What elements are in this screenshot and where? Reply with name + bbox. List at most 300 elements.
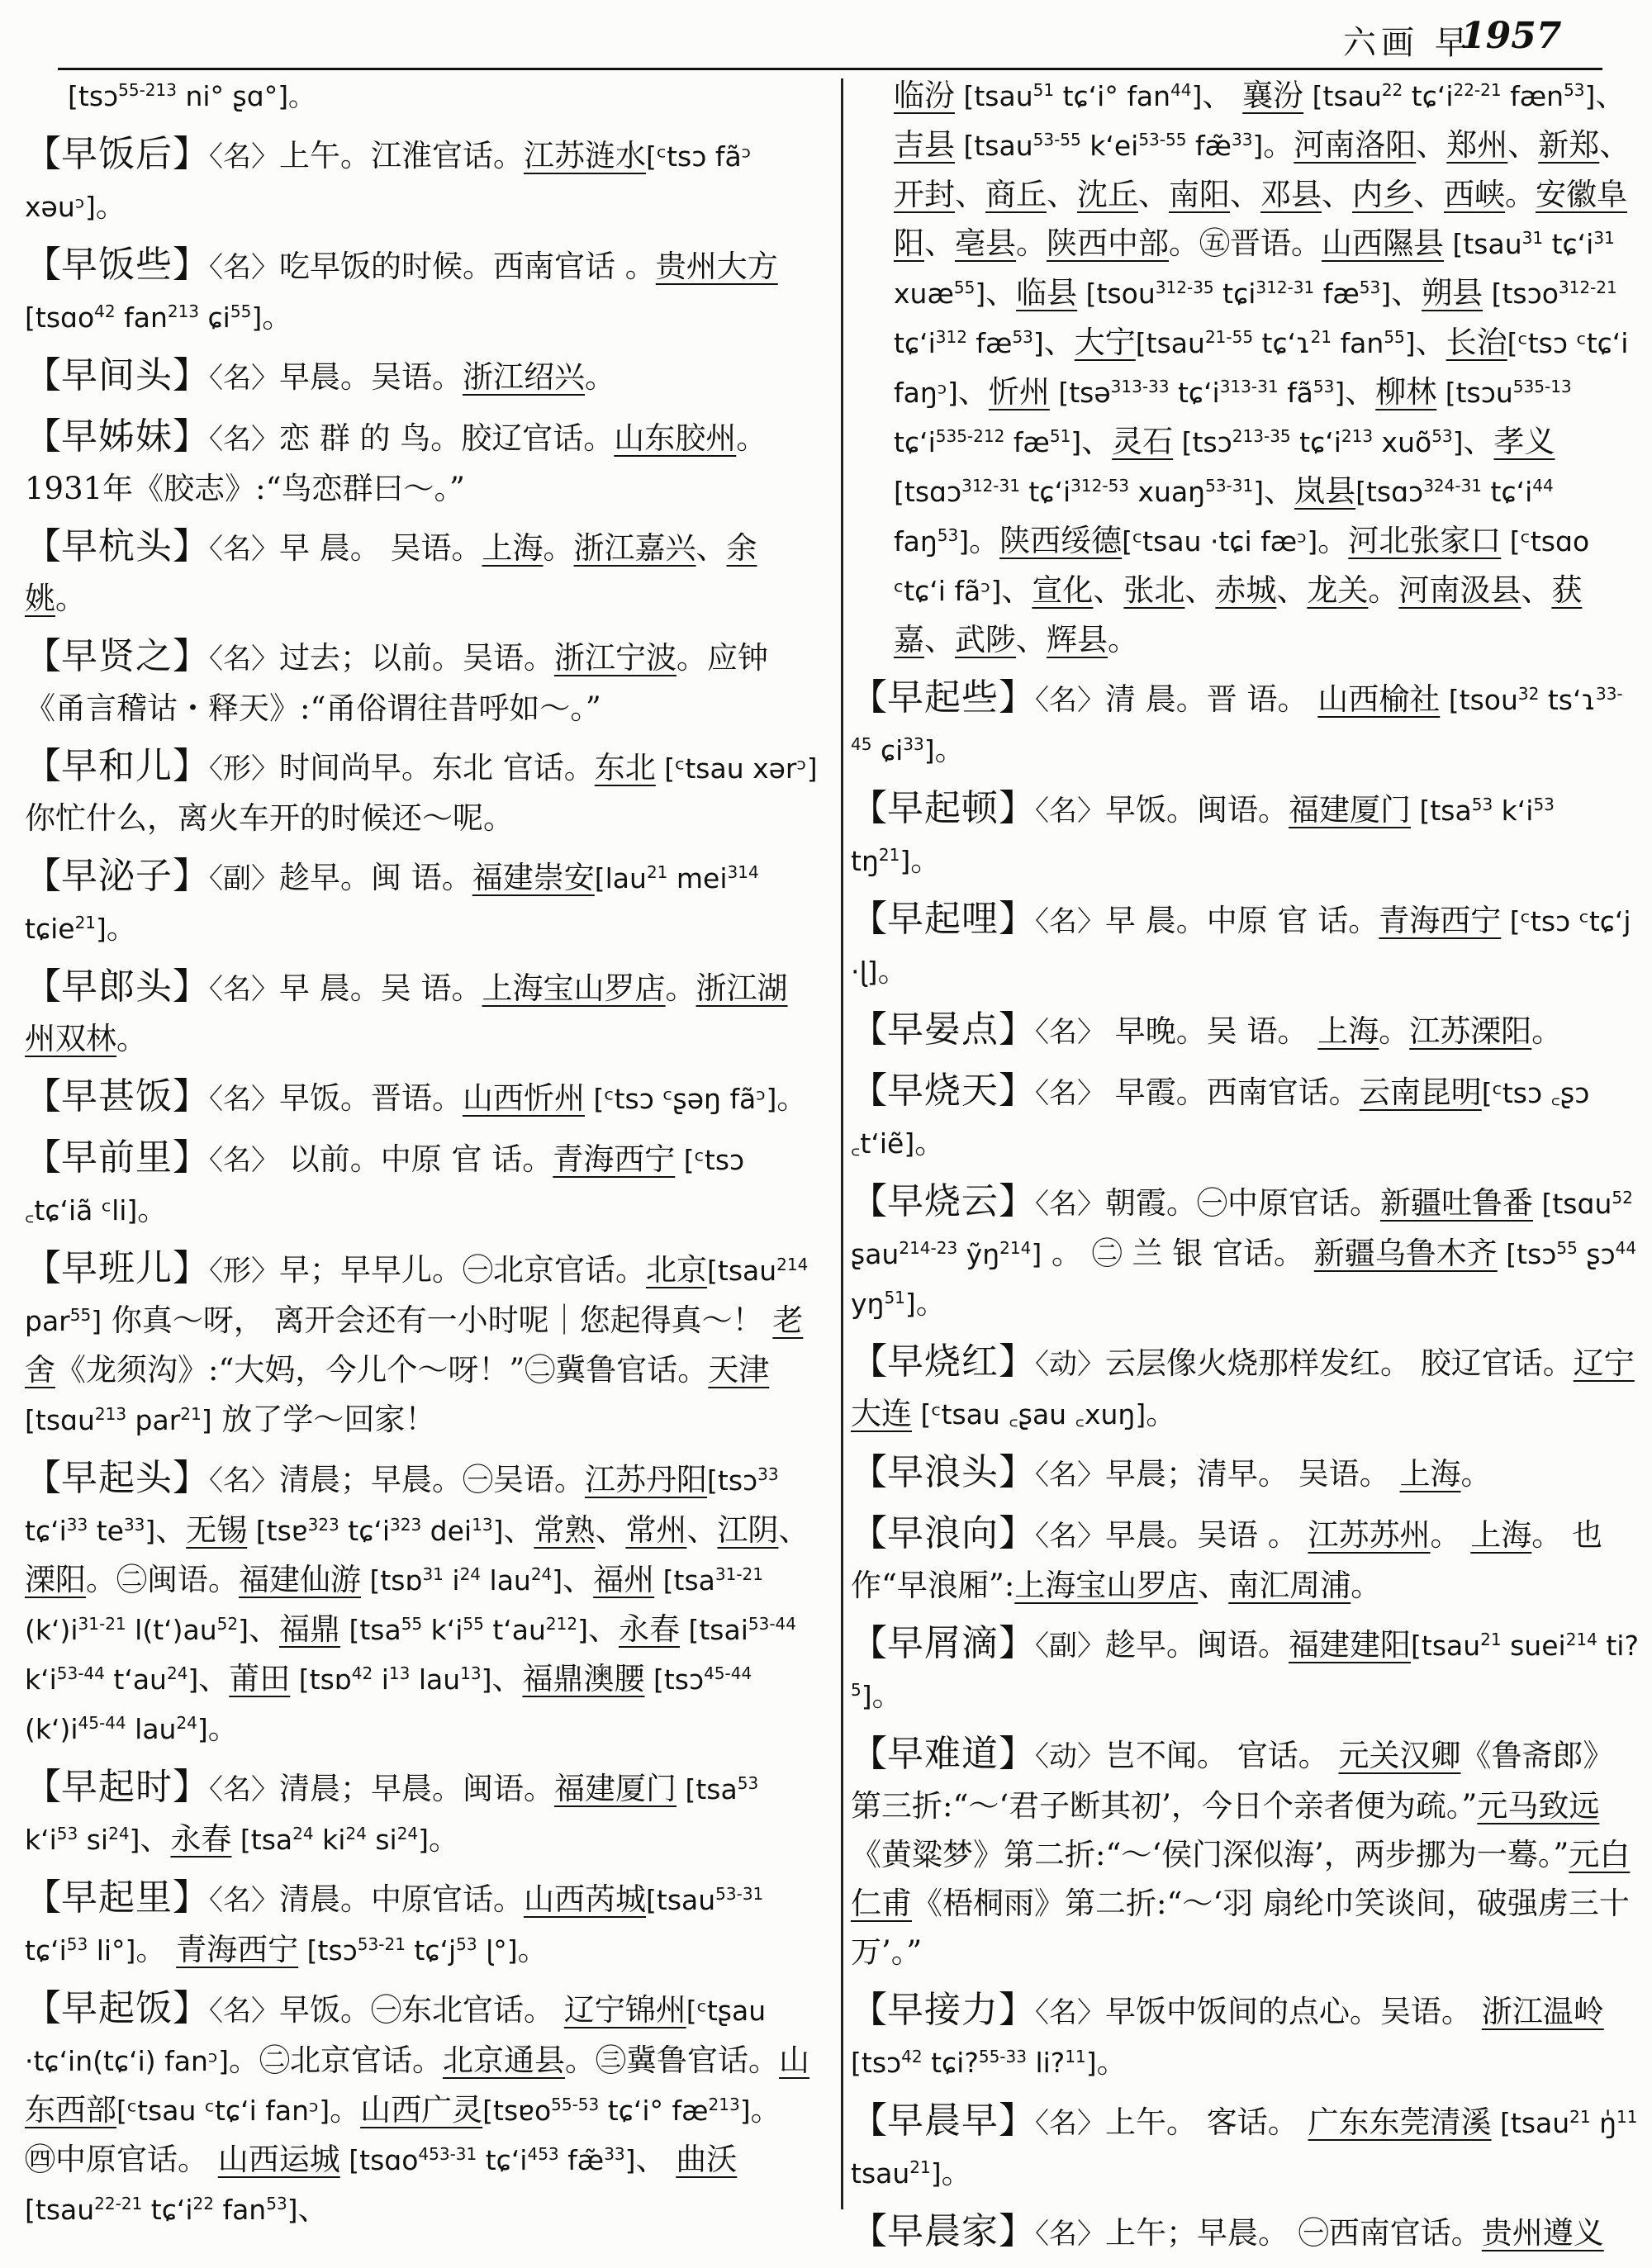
entry-headword: 【早起哩】 [851, 898, 1035, 940]
dictionary-entry [851, 1509, 1640, 1610]
place-name: 天津 [708, 1352, 770, 1388]
entry-headword: 【早接力】 [851, 1989, 1035, 2031]
definition-text: 、 [1415, 325, 1446, 360]
phonetic-transcription: [tsɑo$^{42}$ fan$^{213}$ ɕi$^{55}$] [25, 301, 263, 334]
definition-text: 。 [1460, 1456, 1492, 1492]
headword-text: 早起饭 [61, 1987, 173, 2029]
definition-text: 〈动〉岂不闻。 官话。 [1035, 1738, 1339, 1773]
dictionary-entry [851, 1619, 1640, 1720]
phonetic-transcription: [tsau$^{21}$ ŋ̍$^{11}$ tsau$^{21}$] [851, 2107, 1638, 2190]
place-name: 张北 [1123, 572, 1185, 608]
headword-text: 早起顿 [887, 787, 999, 829]
definition-text: 〈名〉早饭。㊀东北官话。 [209, 1992, 564, 2028]
part-of-speech: 〈名〉 [1035, 2107, 1105, 2140]
phonetic-transcription: [ᶜtʂau ·tɕʻin(tɕʻi) fanᵓ] [25, 1995, 767, 2077]
entry-headword: 【早浪头】 [851, 1451, 1035, 1493]
phonetic-transcription: [tsau$^{21-55}$ tɕʻɿ$^{21}$ fan$^{55}$] [1135, 327, 1416, 359]
definition-text: 。 [543, 530, 574, 566]
definition-text: 〈名〉过去；以前。吴语。 [209, 640, 554, 676]
phonetic-transcription: [tsɔu$^{535-13}$ tɕʻi$^{535-212}$ $fæ^{51}$] [894, 377, 1572, 458]
entry-headword: 【早屑滴】 [851, 1622, 1035, 1664]
definition-text: 。㊁北京官话。 [228, 2043, 443, 2078]
phonetic-transcription: [tsau$^{22-21}$ tɕʻi$^{22}$ fan$^{53}$] [25, 2194, 298, 2226]
definition-text: 、 [198, 1661, 230, 1696]
place-name: 临县 [1016, 275, 1078, 311]
dictionary-entry [851, 1005, 1640, 1057]
part-of-speech: 〈名〉 [209, 1773, 279, 1806]
definition-text: 。 [1430, 1517, 1471, 1553]
place-name: 襄汾 [1242, 78, 1304, 113]
place-name: 赤城 [1215, 572, 1277, 608]
definition-text: 〈名〉早 晨。 吴语。 [209, 530, 482, 566]
phonetic-transcription: [ᶜtsɑo ᶜtɕʻi fãᵓ] [894, 525, 1590, 607]
place-name: 江阴 [717, 1512, 779, 1548]
entry-headword: 【早间头】 [25, 354, 209, 396]
phonetic-transcription: [lau$^{21}$ mei$^{314}$ tɕie$^{21}$] [25, 862, 759, 945]
entry-headword: 【早杭头】 [25, 525, 209, 567]
headword-text: 早烧云 [887, 1180, 999, 1222]
dictionary-entry [851, 1986, 1640, 2087]
phonetic-transcription: [ᶜtsau xərᵓ] [655, 752, 818, 785]
definition-text: 。 [1016, 225, 1047, 261]
definition-text: 、 [1413, 177, 1444, 212]
place-name: 浙江嘉兴 [573, 530, 696, 566]
definition-text: 〈名〉清晨。中原官话。 [209, 1881, 524, 1917]
headword-text: 早甚饭 [61, 1075, 173, 1117]
place-name: 上海宝山罗店 [1014, 1568, 1199, 1603]
phonetic-transcription: [tsɔ$^{55}$ ʂɔ$^{44}$ $yŋ^{51}$] [851, 1238, 1637, 1320]
place-name: 上海宝山罗店 [482, 970, 666, 1006]
place-name: 陕西中部 [1047, 225, 1169, 261]
definition-text: 、 [695, 530, 727, 566]
definition-text: 。 [1108, 622, 1138, 657]
phonetic-transcription: [ᶜtsɔ ꜀ʂɔ ꜀t‘iẽ] [851, 1077, 1590, 1160]
part-of-speech: 〈名〉 [1035, 2218, 1105, 2251]
part-of-speech: 〈名〉 [209, 533, 279, 566]
place-name: 获嘉 [894, 572, 1583, 657]
place-name: 莆田 [229, 1661, 291, 1696]
place-name: 河南汲县 [1398, 572, 1521, 608]
definition-text: 、 [1093, 572, 1124, 608]
entry-headword: 【早浪向】 [851, 1512, 1035, 1554]
definition-text: 、 [587, 1611, 619, 1647]
headword-text: 早起时 [61, 1766, 173, 1808]
headword-text: 早饭些 [61, 244, 173, 286]
dictionary-entry [851, 71, 1640, 664]
dictionary-entry [851, 1448, 1640, 1500]
place-name: 溧阳 [25, 1562, 86, 1597]
place-name: 开封 [894, 177, 955, 212]
definition-text: 〈副〉趁早。闽语。 [1035, 1627, 1289, 1663]
entry-headword: 【早和儿】 [25, 745, 209, 787]
place-name: 江苏丹阳 [585, 1462, 707, 1497]
phonetic-transcription: [ᶜtsau ꜀ʂau ꜀xuŋ] [912, 1398, 1146, 1431]
place-name: 上海 [482, 530, 544, 566]
phonetic-transcription: [tsau$^{21}$ suei$^{214}$ ti?$^5$] [851, 1630, 1639, 1712]
definition-text: 、 [563, 1562, 594, 1597]
part-of-speech: 〈动〉 [1035, 1348, 1105, 1381]
left-column [25, 71, 818, 2243]
place-name: 南汇周浦 [1228, 1568, 1351, 1603]
place-name: 陕西绥德 [999, 523, 1123, 558]
headword-text: 早贤之 [61, 635, 173, 677]
place-name: 余姚 [25, 530, 757, 616]
definition-text: 。 [55, 581, 86, 616]
dictionary-entry [851, 2207, 1640, 2259]
dictionary-entry [25, 240, 818, 342]
phonetic-transcription: [tsa$^{24}$ $ki^{24}$ $si^{24}$] [231, 1824, 430, 1856]
place-name: 长治 [1446, 325, 1507, 360]
section-heading: 六画 早 [1343, 24, 1473, 62]
entry-headword: 【早晏点】 [851, 1008, 1035, 1051]
headword-text: 早班儿 [61, 1247, 173, 1289]
definition-text: 、 [1001, 572, 1032, 608]
phonetic-transcription: [ᶜtsɔ ᶜtɕʻj ·ɭ] [851, 905, 1631, 988]
phonetic-transcription: [tsau$^{51}$ tɕʻi° fan$^{44}$] [955, 80, 1203, 112]
definition-text: 〈名〉早晨；清早。 吴语。 [1035, 1456, 1400, 1492]
entry-headword: 【早贤之】 [25, 635, 209, 677]
place-name: 上海 [1399, 1456, 1461, 1492]
place-name: 新疆乌鲁木齐 [1313, 1236, 1498, 1271]
part-of-speech: 〈名〉 [209, 251, 279, 284]
phonetic-transcription: [tsou$^{312-35}$ tɕi$^{312-31}$ $fæ^{53}$] [1077, 278, 1392, 310]
definition-text: 〈名〉早晨。吴语。 [209, 359, 463, 395]
place-name: 老舍 [25, 1302, 804, 1388]
definition-text: 。 ㊃中原官话。 [25, 2092, 781, 2177]
definition-text: 〈副〉趁早。闽 语。 [209, 860, 472, 895]
definition-text: 、 [503, 1512, 534, 1548]
part-of-speech: 〈名〉 [209, 423, 279, 456]
phonetic-transcription: [tsɑɔ$^{324-31}$ tɕʻi$^{44}$ faŋ$^{53}$] [894, 476, 1554, 558]
definition-text: 〈名〉早饭中饭间的点心。吴语。 [1035, 1994, 1482, 2029]
headword-text: 早起哩 [887, 898, 999, 940]
entry-headword: 【早烧天】 [851, 1070, 1035, 1112]
place-name: 山东胶州 [614, 420, 737, 456]
phonetic-transcription: [tsɔ$^{55-213}$ ni° ʂɑ°]。 [68, 80, 316, 112]
place-name: 内乡 [1352, 177, 1413, 212]
place-name: 江苏涟水 [524, 138, 646, 173]
definition-text: 〈名〉清晨；早晨。㊀吴语。 [209, 1462, 585, 1497]
definition-text: 〈名〉早饭。晋语。 [209, 1080, 463, 1116]
place-name: 辽宁锦州 [563, 1992, 686, 2028]
definition-text: 。 [1096, 2044, 1127, 2080]
part-of-speech: 〈动〉 [1035, 1740, 1105, 1773]
place-name: 岚县 [1294, 473, 1356, 509]
phonetic-transcription: [tsou$^{32}$ tsʻɿ$^{33-45}$ ɕi$^{33}$] [851, 684, 1623, 766]
definition-text: 、 [1184, 572, 1216, 608]
place-name: 福州 [593, 1562, 655, 1597]
dictionary-entry [25, 1454, 818, 1753]
definition-text: 〈形〉早；早早儿。㊀北京官话。 [209, 1252, 646, 1288]
headword-text: 早和儿 [61, 745, 173, 787]
definition-text: 、 [1043, 325, 1075, 360]
dictionary-entry [851, 2096, 1640, 2198]
place-name: 新疆吐鲁番 [1380, 1185, 1533, 1221]
headword-text: 早晨家 [887, 2210, 999, 2252]
definition-text: 、 [1138, 177, 1169, 212]
entry-headword: 【早晨早】 [851, 2100, 1035, 2142]
definition-text: 、 [1521, 572, 1552, 608]
definition-text: 。 [1146, 1396, 1177, 1431]
definition-text: 。 [106, 910, 137, 946]
dictionary-entry [25, 1133, 818, 1235]
headword-text: 早间头 [61, 354, 173, 396]
definition-text: 〈名〉清 晨。晋 语。 [1035, 681, 1318, 717]
headword-text: 早接力 [887, 1989, 999, 2031]
part-of-speech: 〈名〉 [209, 973, 279, 1006]
definition-text: 。㊁闽语。 [86, 1562, 239, 1597]
part-of-speech: 〈名〉 [209, 1884, 279, 1917]
phonetic-transcription: [tsɑu$^{213}$ par$^{21}$] [25, 1404, 212, 1436]
entry-headword: 【早前里】 [25, 1136, 209, 1179]
place-name: 山东西部 [25, 2043, 809, 2128]
definition-text: 。 [137, 1192, 169, 1227]
definition-text: 。㊂冀鲁官话。 [564, 2043, 779, 2078]
place-name: 辽宁大连 [851, 1345, 1635, 1431]
definition-text: 。应钟《甬言稽诂・释天》:“甬俗谓往昔呼如～。” [25, 640, 768, 726]
place-name: 青海西宁 [553, 1141, 676, 1177]
phonetic-transcription: [tsɔo$^{312-21}$ tɕʻi$^{312}$ $fæ^{53}$] [894, 278, 1617, 359]
place-name: 永春 [170, 1821, 232, 1857]
definition-text: 〈名〉早饭。闽语。 [1035, 792, 1289, 828]
phonetic-transcription: [tsɑo$^{453-31}$ tɕʻi$^{453}$ fæ̃$^{33}$] [339, 2144, 636, 2176]
definition-text: 、 [1507, 127, 1539, 163]
dictionary-entry [25, 71, 818, 121]
definition-text: 。 [934, 732, 966, 767]
definition-text: 、 [595, 1512, 626, 1548]
column-divider [841, 78, 843, 2209]
definition-text: 。 [665, 970, 696, 1006]
header-rule [58, 68, 1602, 70]
right-column [851, 71, 1640, 2268]
dictionary-entry [25, 1072, 818, 1124]
part-of-speech: 〈名〉 [209, 362, 279, 395]
phonetic-transcription: [tsa$^{53}$ $k‘i^{53}$ $si^{24}$] [25, 1773, 759, 1856]
definition-text: 。 [517, 1932, 548, 1967]
place-name: 河南洛阳 [1294, 127, 1417, 163]
definition-text: 〈名〉朝霞。㊀中原官话。 [1035, 1185, 1380, 1221]
part-of-speech: 〈名〉 [1035, 1016, 1105, 1049]
entry-headword: 【早难道】 [851, 1733, 1035, 1775]
definition-text: 、 [1264, 473, 1295, 509]
definition-text: 。 ㊁ 兰 银 官话。 [1042, 1236, 1314, 1271]
entry-headword: 【早烧云】 [851, 1180, 1035, 1222]
definition-text: 。 [1263, 127, 1294, 163]
headword-text: 早屑滴 [887, 1622, 999, 1664]
place-name: 安徽阜阳 [894, 177, 1627, 261]
definition-text: 、 [140, 1821, 171, 1857]
place-name: 郑州 [1446, 127, 1508, 163]
place-name: 福建建阳 [1289, 1627, 1411, 1663]
entry-headword: 【早姊妹】 [25, 415, 209, 458]
page-number: 1957 [1460, 15, 1562, 57]
headword-text: 早泌子 [61, 855, 173, 897]
definition-text: 。 [914, 1125, 946, 1160]
definition-text: 、 [248, 1611, 279, 1647]
phonetic-transcription: [ᶜtsau ᶜtɕʻi fanᵓ] [116, 2095, 330, 2127]
definition-text: 〈形〉时间尚早。东北 官话。 [209, 750, 595, 785]
phonetic-transcription: [tsɑɔ$^{312-31}$ tɕʻi$^{312-53}$ xuaŋ$^{53-31}$] [894, 476, 1265, 508]
dictionary-entry [25, 351, 818, 403]
place-name: 浙江湖州双林 [25, 970, 788, 1056]
entry-headword: 【早甚饭】 [25, 1075, 209, 1117]
phonetic-transcription: [tsɑu$^{52}$ ʂau$^{214-23}$ ỹŋ$^{214}$] [851, 1188, 1633, 1270]
headword-text: 早晏点 [887, 1008, 999, 1051]
place-name: 贵州遵义 [1481, 2215, 1604, 2251]
place-name: 浙江宁波 [554, 640, 676, 676]
definition-text: 、 [297, 2191, 329, 2227]
definition-text: 、 [1391, 275, 1422, 311]
entry-headword: 【早起里】 [25, 1877, 209, 1919]
definition-text: 〈名〉早 晨。中原 官 话。 [1035, 903, 1379, 938]
dictionary-entry [851, 894, 1640, 996]
definition-text: 〈名〉恋 群 的 鸟。胶辽官话。 [209, 420, 615, 456]
definition-text: 、 [1416, 127, 1447, 163]
entry-headword: 【早起头】 [25, 1457, 209, 1499]
phonetic-transcription: [tsau$^{53-55}$ $k‘ei^{53-55}$ fæ̃$^{33}$] [955, 130, 1264, 162]
definition-text: 、 [957, 374, 989, 410]
phonetic-transcription: [tsau$^{214}$ par$^{55}$] [25, 1255, 809, 1337]
place-name: 曲沃 [676, 2142, 738, 2177]
place-name: 南阳 [1169, 177, 1230, 212]
headword-text: 早晨早 [887, 2100, 999, 2142]
definition-text: 。 [262, 299, 293, 335]
definition-text: 、 [1081, 424, 1113, 459]
definition-text: 。㊄晋语。 [1169, 225, 1322, 261]
definition-text: 。 [910, 842, 942, 878]
part-of-speech: 〈名〉 [209, 1144, 279, 1177]
part-of-speech: 〈名〉 [1035, 1459, 1105, 1492]
phonetic-transcription: [tsa$^{31-21}$ $(k‘)i^{31-21}$ $l(t‘)au^{52}$] [25, 1564, 763, 1646]
place-name: 福建崇安 [472, 860, 595, 895]
part-of-speech: 〈名〉 [1035, 1996, 1105, 2029]
phonetic-transcription: [tsɐ$^{323}$ tɕʻi$^{323}$ dei$^{13}$] [247, 1515, 504, 1547]
definition-text: 。 也作“早浪厢”: [851, 1517, 1603, 1603]
place-name: 上海 [1470, 1517, 1532, 1553]
definition-text: 。 [776, 1080, 808, 1116]
headword-text: 早杭头 [61, 525, 173, 567]
headword-text: 早烧红 [887, 1340, 999, 1383]
place-name: 上海 [1317, 1013, 1379, 1049]
place-name: 山西忻州 [463, 1080, 585, 1116]
phonetic-transcription: [ᶜtsɔ ᶜʂəŋ fãᵓ] [585, 1083, 777, 1115]
entry-headword: 【早饭些】 [25, 244, 209, 286]
place-name: 福建厦门 [1289, 792, 1411, 828]
dictionary-entry [25, 130, 818, 231]
definition-text: 、 [924, 225, 955, 261]
definition-text: 〈名〉 早霞。西南官话。 [1035, 1075, 1360, 1110]
phonetic-transcription: [tsɔ$^{33}$ tɕʻi$^{33}$ $te^{33}$] [25, 1464, 779, 1547]
dictionary-entry [851, 1337, 1640, 1439]
part-of-speech: 〈形〉 [209, 752, 279, 785]
dictionary-entry [851, 784, 1640, 885]
place-name: 福建厦门 [554, 1771, 676, 1806]
place-name: 元马致远 [1477, 1788, 1600, 1824]
definition-text: 〈名〉 以前。中原 官 话。 [209, 1141, 553, 1177]
definition-text: 、 [1322, 177, 1352, 212]
entry-headword: 【早起饭】 [25, 1987, 209, 2029]
definition-text: 、 [491, 1661, 523, 1696]
dictionary-entry [25, 1763, 818, 1864]
phonetic-transcription: [tsau$^{31}$ tɕʻi$^{31}$ xuæ$^{55}$] [894, 228, 1615, 310]
definition-text: 〈名〉吃早饭的时候。西南官话 。 [209, 249, 656, 284]
part-of-speech: 〈副〉 [209, 862, 279, 895]
place-name: 元关汉卿 [1338, 1738, 1461, 1773]
place-name: 云南昆明 [1359, 1075, 1482, 1110]
place-name: 常州 [625, 1512, 687, 1548]
place-name: 北京 [646, 1252, 707, 1288]
definition-text: 〈名〉 早晚。吴 语。 [1035, 1013, 1318, 1049]
part-of-speech: 〈名〉 [209, 1083, 279, 1116]
phonetic-transcription: [tsɒ$^{31}$ $i^{24}$ lau$^{24}$] [361, 1564, 563, 1597]
place-name: 山西榆社 [1317, 681, 1441, 717]
definition-text: 。 [1531, 1013, 1563, 1049]
definition-text: 〈名〉上午。江淮官话。 [209, 138, 524, 173]
definition-text: 、 [1230, 177, 1260, 212]
definition-text: 。 [871, 1677, 903, 1713]
definition-text: 〈名〉清晨；早晨。闽语。 [209, 1771, 554, 1806]
headword-text: 早前里 [61, 1136, 173, 1179]
phonetic-transcription: [tsau$^{53-31}$ tɕʻi$^{53}$ li°] [25, 1884, 764, 1967]
definition-text: 。 [941, 2155, 972, 2190]
place-name: 福鼎澳腰 [522, 1661, 645, 1696]
place-name: 武陟 [955, 622, 1016, 657]
definition-text: 、 [1463, 424, 1494, 459]
definition-text: 、 [1276, 572, 1308, 608]
place-name: 大宁 [1074, 325, 1136, 360]
part-of-speech: 〈名〉 [1035, 795, 1105, 828]
part-of-speech: 〈名〉 [1035, 1188, 1105, 1221]
definition-text: 。 [915, 1285, 947, 1321]
definition-text: 、 [778, 1512, 809, 1548]
dictionary-entry [851, 1066, 1640, 1168]
page-header [0, 0, 1652, 66]
definition-text: 、 [1198, 1568, 1229, 1603]
phonetic-transcription: [tsɐo$^{55-53}$ tɕʻi° $fæ^{213}$] [482, 2095, 751, 2127]
place-name: 元白仁甫 [851, 1837, 1631, 1921]
definition-text: 、 [985, 275, 1017, 311]
definition-text: 〈名〉上午。 客话。 [1035, 2104, 1308, 2140]
phonetic-transcription: [tsau$^{22}$ tɕʻi$^{22-21}$ fæn$^{53}$] [1303, 80, 1596, 112]
dictionary-entry [851, 1729, 1640, 1976]
phonetic-transcription: [ᶜtsɔ ᶜtɕʻi faŋᵓ] [894, 327, 1629, 409]
definition-text: 、 [1047, 177, 1077, 212]
place-name: 柳林 [1375, 374, 1437, 410]
place-name: 孝义 [1493, 424, 1555, 459]
place-name: 邓县 [1260, 177, 1322, 212]
place-name: 北京通县 [442, 2043, 565, 2078]
definition-text: 《龙须沟》:“大妈，今儿个～呀！”㊁冀鲁官话。 [55, 1352, 709, 1388]
headword-text: 早烧天 [887, 1070, 999, 1112]
definition-text: 放了学～回家！ [211, 1402, 436, 1437]
definition-text: 、 [686, 1512, 718, 1548]
phonetic-transcription: [tsɔ$^{45-44}$ $(k‘)i^{45-44}$ lau$^{24}$] [25, 1663, 752, 1745]
place-name: 江苏苏州 [1308, 1517, 1431, 1553]
place-name: 辉县 [1047, 622, 1108, 657]
entry-headword: 【早烧红】 [851, 1340, 1035, 1383]
phonetic-transcription: [tsa$^{55}$ $k‘i^{55}$ $t‘au^{212}$] [339, 1614, 588, 1646]
dictionary-entry [25, 632, 818, 733]
headword-text: 早难道 [887, 1733, 999, 1775]
definition-text: 、 [1595, 78, 1626, 113]
headword-text: 早起头 [61, 1457, 173, 1499]
part-of-speech: 〈副〉 [1035, 1630, 1105, 1663]
phonetic-transcription: [tsɒ$^{42}$ $i^{13}$ lau$^{13}$] [290, 1663, 492, 1696]
definition-text: 〈名〉早晨。吴语 。 [1035, 1517, 1308, 1553]
definition-text: 〈名〉早 晨。吴 语。 [209, 970, 482, 1006]
place-name: 山西运城 [217, 2142, 340, 2177]
entry-headword: 【早起时】 [25, 1766, 209, 1808]
